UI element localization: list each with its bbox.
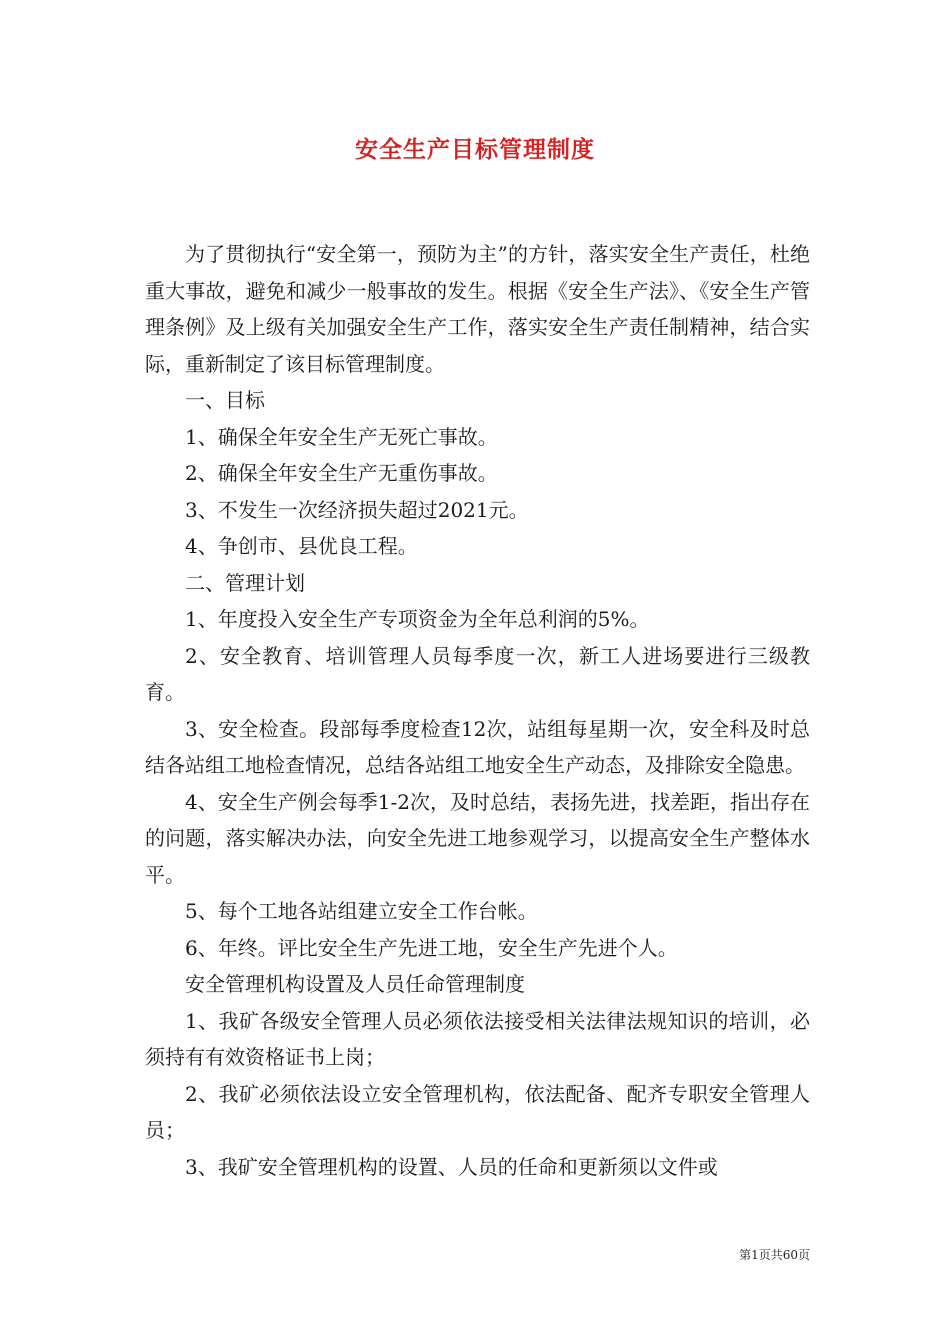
plan-item: 3、安全检查。段部每季度检查12次，站组每星期一次，安全科及时总结各站组工地检查情况，总结各站组工地安全生产动态，及排除安全隐患。: [145, 716, 810, 777]
section-heading-plan: 二、管理计划: [185, 570, 305, 595]
document-body: [145, 236, 810, 1185]
organization-item: 3、我矿安全管理机构的设置、人员的任命和更新须以文件或: [185, 1154, 718, 1179]
section-heading-goals: 一、目标: [185, 388, 265, 412]
plan-item: 6、年终。评比安全生产先进工地，安全生产先进个人。: [185, 935, 678, 960]
organization-item: 1、我矿各级安全管理人员必须依法接受相关法律法规知识的培训，必须持有有效资格证书上岗；: [145, 1008, 810, 1069]
goal-item: 3、不发生一次经济损失超过2021元。: [185, 497, 529, 522]
plan-item: 4、安全生产例会每季1-2次，及时总结，表扬先进，找差距，指出存在的问题，落实解决办法，向安全先进工地参观学习，以提高安全生产整体水平。: [145, 789, 810, 887]
plan-item: 1、年度投入安全生产专项资金为全年总利润的5%。: [185, 607, 650, 631]
plan-item: 5、每个工地各站组建立安全工作台帐。: [185, 899, 538, 923]
goal-item: 1、确保全年安全生产无死亡事故。: [185, 424, 498, 449]
page-number: 第1页共60页: [739, 1248, 810, 1262]
page-title: 安全生产目标管理制度: [355, 136, 595, 163]
goal-item: 4、争创市、县优良工程。: [185, 534, 418, 558]
section-heading-organization: 安全管理机构设置及人员任命管理制度: [185, 972, 525, 996]
organization-item: 2、我矿必须依法设立安全管理机构，依法配备、配齐专职安全管理人员；: [145, 1081, 810, 1142]
plan-item: 2、安全教育、培训管理人员每季度一次，新工人进场要进行三级教育。: [145, 643, 810, 704]
goal-item: 2、确保全年安全生产无重伤事故。: [185, 461, 498, 485]
intro-paragraph: 为了贯彻执行“安全第一，预防为主”的方针，落实安全生产责任，杜绝重大事故，避免和减少一般事故的发生。根据《安全生产法》、《安全生产管理条例》及上级有关加强安全生产工作，落实安全生产责任制精神，结合实际，重新制定了该目标管理制度。: [145, 242, 810, 376]
